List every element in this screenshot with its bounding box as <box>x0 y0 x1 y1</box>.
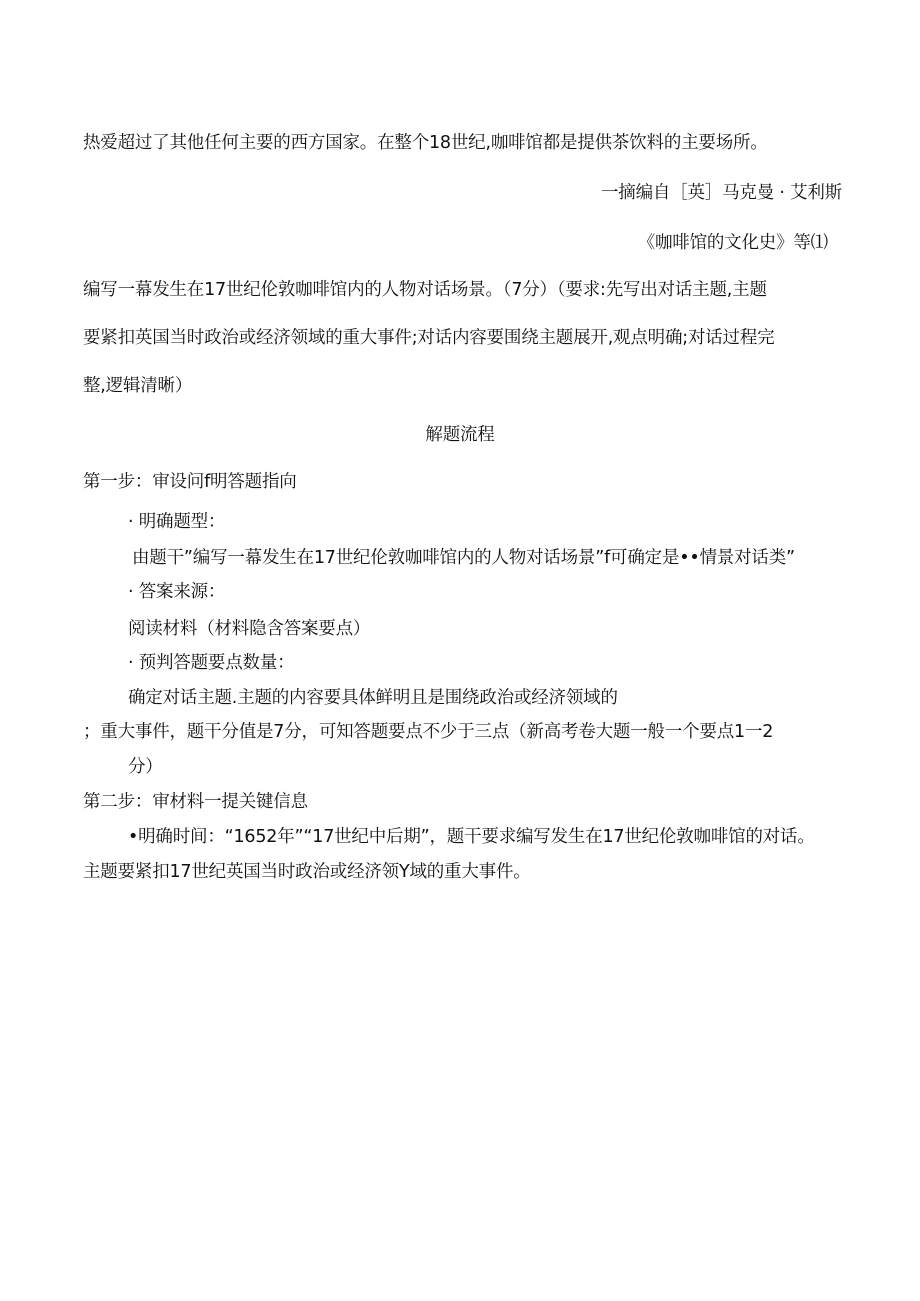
citation-author: 一摘编自［英］马克曼 · 艾利斯 <box>601 183 842 203</box>
section-title: 解题流程 <box>425 425 495 445</box>
step2-title: 第二步：审材料一提关键信息 <box>83 792 308 812</box>
step1-item2-label: · 答案来源： <box>128 582 226 602</box>
step1-item2-text: 阅读材料（材料隐含答案要点） <box>128 619 371 639</box>
question-line-2: 要紧扣英国当时政治或经济领域的重大事件;对话内容要围绕主题展开,观点明确;对话过程完 <box>83 328 775 348</box>
step1-title: 第一步：审设问f明答题指向 <box>83 472 297 492</box>
citation-work: 《咖啡馆的文化史》等⑴ <box>637 233 828 253</box>
material-closing-text: 热爱超过了其他任何主要的西方国家。在整个18世纪,咖啡馆都是提供茶饮料的主要场所。 <box>83 133 768 153</box>
step1-item1-label: · 明确题型： <box>128 512 226 532</box>
question-line-1: 编写一幕发生在17世纪伦敦咖啡馆内的人物对话场景。（7分）（要求:先写出对话主题,主题 <box>83 280 767 300</box>
step2-line-1: •明确时间：“1652年”“17世纪中后期”，题干要求编写发生在17世纪伦敦咖啡馆的对话。 <box>128 827 815 847</box>
step1-item3-line-1: 确定对话主题.主题的内容要具体鲜明且是围绕政治或经济领域的 <box>128 688 618 708</box>
step1-item3-line-2: ；重大事件，题干分值是7分，可知答题要点不少于三点（新高考卷大题一般一个要点1一2 <box>83 722 774 742</box>
step2-line-2: 主题要紧扣17世纪英国当时政治或经济领Y域的重大事件。 <box>83 862 531 882</box>
step1-item1-text: 由题干”编写一幕发生在17世纪伦敦咖啡馆内的人物对话场景”f可确定是••情景对话类” <box>132 548 795 568</box>
step1-item3-label: · 预判答题要点数量： <box>128 653 295 673</box>
question-line-3: 整,逻辑清晰） <box>83 376 193 396</box>
step1-item3-line-3: 分） <box>128 757 163 777</box>
